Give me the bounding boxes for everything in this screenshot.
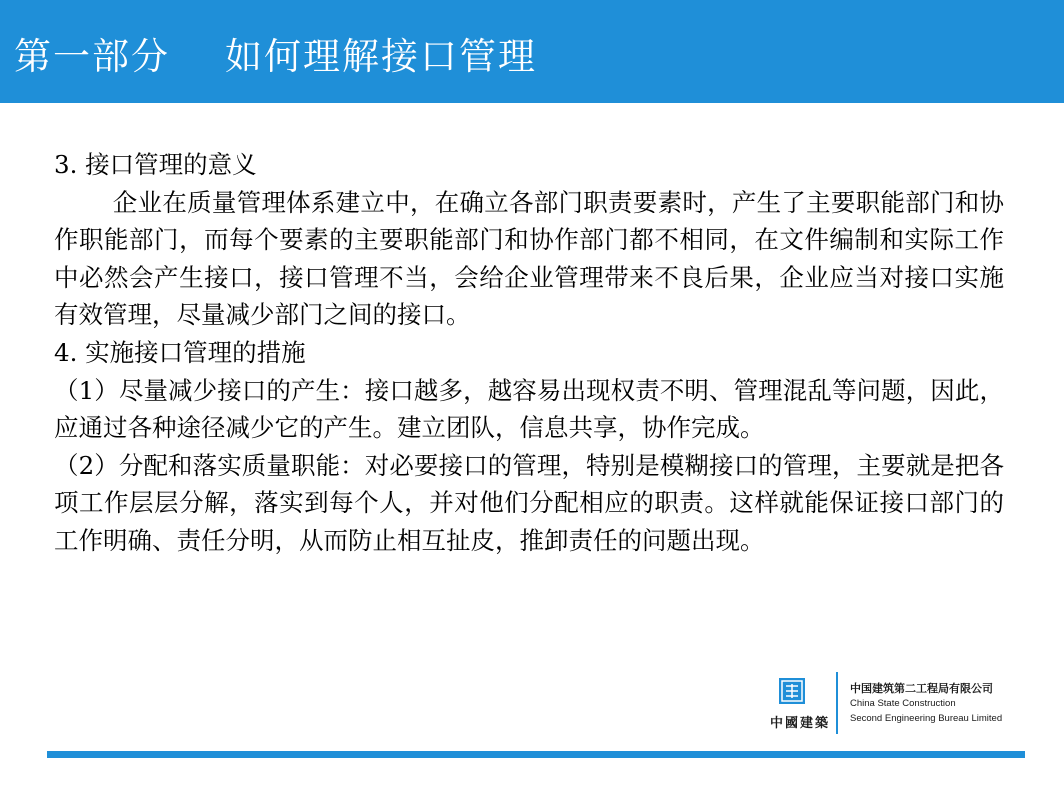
- measure-item-2: （2）分配和落实质量职能：对必要接口的管理，特别是模糊接口的管理，主要就是把各项工作层层分解，落实到每个人，并对他们分配相应的职责。这样就能保证接口部门的工作明确、责任分明，从而防止相互扯皮，推卸责任的问题出现。: [54, 450, 1004, 555]
- logo-short-name: 中國建築: [770, 716, 831, 731]
- measure-item-1: （1）尽量减少接口的产生：接口越多，越容易出现权责不明、管理混乱等问题，因此，应通过各种途径减少它的产生。建立团队，信息共享，协作完成。: [54, 375, 1004, 443]
- logo-divider: [836, 672, 838, 734]
- company-name-en-line2: Second Engineering Bureau Limited: [850, 713, 1003, 724]
- section-3-body: 企业在质量管理体系建立中，在确立各部门职责要素时，产生了主要职能部门和协作职能部门，而每个要素的主要职能部门和协作部门都不相同，在文件编制和实际工作中必然会产生接口，接口管理不当，会给企业管理带来不良后果，企业应当对接口实施有效管理，尽量减少部门之间的接口。: [54, 187, 1004, 330]
- footer-bar: [47, 751, 1025, 758]
- section-4-heading: 4. 实施接口管理的措施: [54, 337, 306, 367]
- page-title: 第一部分 如何理解接口管理: [14, 35, 538, 78]
- slide-content: [54, 146, 1004, 560]
- cscec-logo-icon: [779, 678, 805, 704]
- section-3-heading: 3. 接口管理的意义: [54, 150, 257, 179]
- company-logo: [770, 668, 1040, 738]
- company-name-cn: 中国建筑第二工程局有限公司: [850, 682, 993, 695]
- company-name-en-line1: China State Construction: [850, 698, 956, 709]
- header-bar: [0, 0, 1064, 103]
